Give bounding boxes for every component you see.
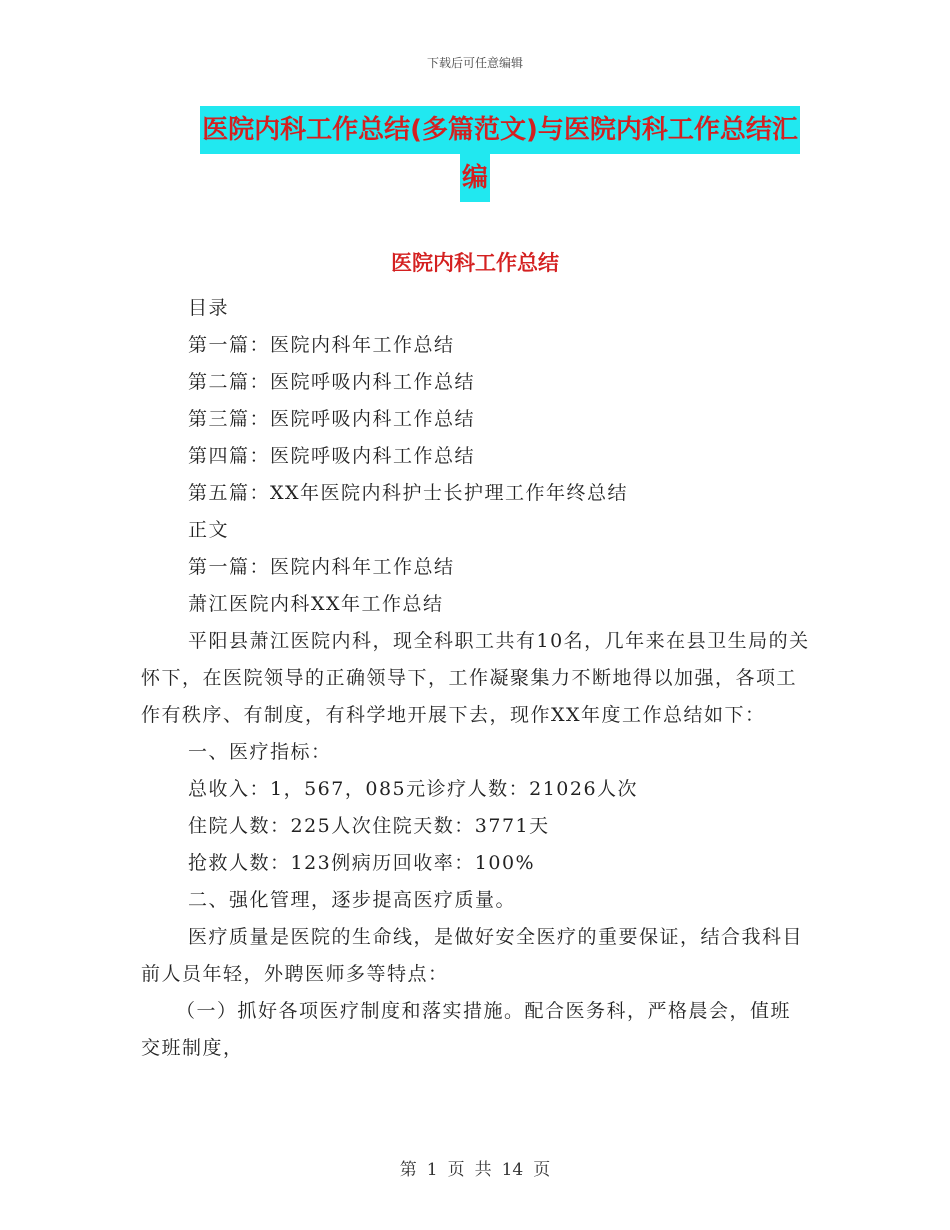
toc-item: 第四篇：医院呼吸内科工作总结 xyxy=(188,445,476,467)
chapter-heading: 第一篇：医院内科年工作总结 xyxy=(188,556,455,578)
subsection-1-paragraph: （一）抓好各项医疗制度和落实措施。配合医务科，严格晨会，值班交班制度， xyxy=(141,1000,792,1059)
toc-item: 第二篇：医院呼吸内科工作总结 xyxy=(188,371,476,393)
footer-ye: 页 xyxy=(447,1160,465,1180)
toc-item: 第一篇：医院内科年工作总结 xyxy=(188,334,455,356)
footer-gong: 共 xyxy=(474,1160,492,1180)
document-title-line-1: 医院内科工作总结(多篇范文)与医院内科工作总结汇 xyxy=(200,106,800,154)
footer-ye: 页 xyxy=(533,1160,551,1180)
page-number: 1 xyxy=(426,1160,438,1180)
stat-line: 住院人数：225人次住院天数：3771天 xyxy=(188,815,550,837)
section-2-heading: 二、强化管理，逐步提高医疗质量。 xyxy=(188,889,517,911)
section-1-heading: 一、医疗指标： xyxy=(188,741,332,763)
intro-paragraph: 平阳县萧江医院内科，现全科职工共有10名，几年来在县卫生局的关怀下，在医院领导的正确领导下，工作凝聚集力不断地得以加强，各项工作有秩序、有制度，有科学地开展下去，现作XX年度工作总结如下： xyxy=(141,630,810,726)
header-note: 下载后可任意编辑 xyxy=(426,56,523,70)
toc-label: 目录 xyxy=(188,297,230,319)
document-body xyxy=(141,290,811,1067)
toc-item: 第五篇：XX年医院内科护士长护理工作年终总结 xyxy=(188,482,629,504)
footer-di: 第 xyxy=(399,1160,417,1180)
body-label: 正文 xyxy=(188,519,230,541)
stat-line: 抢救人数：123例病历回收率：100% xyxy=(188,852,536,874)
document-title xyxy=(0,106,950,202)
stat-line: 总收入：1，567，085元诊疗人数：21026人次 xyxy=(188,778,639,800)
document-title-line-2: 编 xyxy=(460,154,490,202)
section-title: 医院内科工作总结 xyxy=(391,251,559,275)
page-footer xyxy=(0,1155,950,1180)
total-pages: 14 xyxy=(501,1160,524,1180)
chapter-subtitle: 萧江医院内科XX年工作总结 xyxy=(188,593,444,615)
toc-item: 第三篇：医院呼吸内科工作总结 xyxy=(188,408,476,430)
section-2-paragraph: 医疗质量是医院的生命线，是做好安全医疗的重要保证，结合我科目前人员年轻，外聘医师多等特点： xyxy=(141,926,804,985)
